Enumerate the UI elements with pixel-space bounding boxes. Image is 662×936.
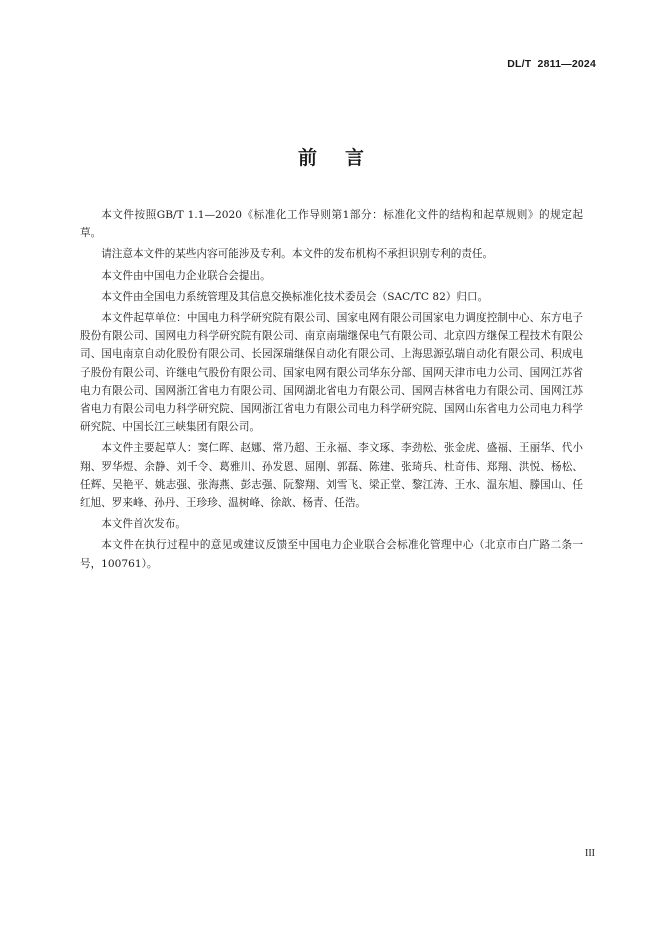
page-title: 前言 <box>297 147 392 169</box>
foreword-body <box>80 206 583 573</box>
paragraph-committee: 本文件由全国电力系统管理及其信息交换标准化技术委员会（SAC/TC 82）归口。 <box>101 290 489 303</box>
standard-code: DL/T 2811—2024 <box>507 58 596 70</box>
page-number: III <box>585 848 595 859</box>
paragraph-drafters: 本文件主要起草人：窦仁晖、赵娜、常乃超、王永福、李文琢、李劲松、张金虎、盛福、王丽华、代小翔、罗华煜、余静、刘千令、葛雅川、孙发恩、屈刚、郭磊、陈建、张琦兵、杜奇伟、郑翔、洪悦、杨松、任辉、吴艳平、姚志强、张海燕、彭志强、阮黎翔、刘雪飞、梁正堂、黎江涛、王水、温东旭、滕国山、任红旭、罗来峰、孙丹、王珍珍、温树峰、徐歆、杨青、任浩。 <box>80 442 583 510</box>
paragraph-drafting-units: 本文件起草单位：中国电力科学研究院有限公司、国家电网有限公司国家电力调度控制中心、东方电子股份有限公司、国网电力科学研究院有限公司、南京南瑞继保电气有限公司、北京四方继保工程技术有限公司、国电南京自动化股份有限公司、长园深瑞继保自动化有限公司、上海思源弘瑞自动化有限公司、积成电子股份有限公司、许继电气股份有限公司、国家电网有限公司华东分部、国网天津市电力公司、国网江苏省电力有限公司、国网浙江省电力有限公司、国网湖北省电力有限公司、国网吉林省电力有限公司、国网江苏省电力有限公司电力科学研究院、国网浙江省电力有限公司电力科学研究院、国网山东省电力公司电力科学研究院、中国长江三峡集团有限公司。 <box>80 312 583 434</box>
paragraph-first-release: 本文件首次发布。 <box>101 518 186 531</box>
paragraph-drafting-rules: 本文件按照GB/T 1.1—2020《标准化工作导则第1部分：标准化文件的结构和起草规则》的规定起草。 <box>80 209 583 240</box>
paragraph-patent-notice: 请注意本文件的某些内容可能涉及专利。本文件的发布机构不承担识别专利的责任。 <box>101 248 494 261</box>
paragraph-feedback: 本文件在执行过程中的意见或建议反馈至中国电力企业联合会标准化管理中心（北京市白广路二条一号，100761）。 <box>80 539 583 570</box>
paragraph-proposer: 本文件由中国电力企业联合会提出。 <box>101 269 271 282</box>
